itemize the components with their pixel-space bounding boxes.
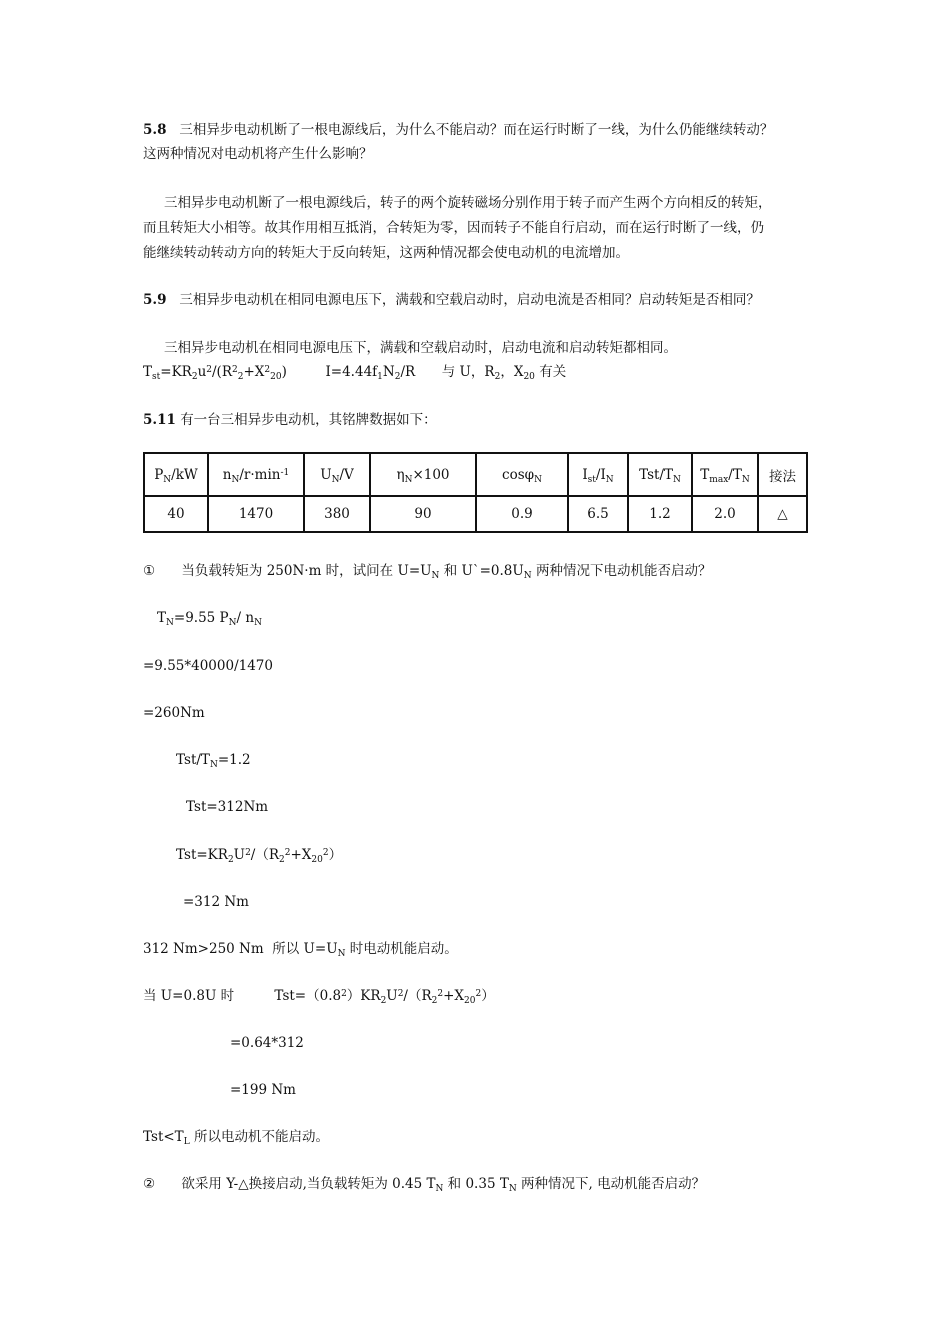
condition-label: 当 U=0.8U 时: [143, 988, 235, 1004]
circled-number-1: ①: [143, 563, 156, 579]
step-reduced-voltage: 当 U=0.8U 时 $Tst=(0.8^2)KR_2U^2/(R_2^2+X_{20}^2)$: [143, 988, 495, 1006]
question-number: 5.9: [143, 292, 167, 308]
header-cell: $T_{max}/T_N$: [692, 453, 758, 496]
question-text: 三相异步电动机在相同电源电压下，满载和空载启动时，启动电流是否相同？启动转矩是否相同？: [179, 292, 760, 308]
header-cell: $U_N/V$: [304, 453, 370, 496]
table-cell: 1470: [208, 496, 304, 532]
question-5-9: [143, 290, 760, 310]
header-cell: 接法: [758, 453, 807, 496]
formula-tst: $T_{st}=KR_2u^2/(R^2_2+X^2_{20})$: [143, 364, 287, 382]
table-row: [144, 496, 807, 532]
answer-5-8-line-1: 三相异步电动机断了一根电源线后，转子的两个旋转磁场分别作用于转子而产生两个方向相反的转矩，: [164, 195, 772, 211]
table-cell: △: [758, 496, 807, 532]
header-cell: $P_N/kW$: [144, 453, 208, 496]
header-cell: $I_{st}/I_N$: [568, 453, 628, 496]
step-tst: Tst=312Nm: [186, 799, 269, 815]
table-header-row: [144, 453, 807, 496]
nameplate-table: [143, 452, 808, 533]
step-tst-value: =312 Nm: [183, 894, 249, 910]
part-1-question: ① 当负载转矩为 250N·m 时，试问在 $U=U_N$ 和 $U`=0.8U_N$ 两种情况下电动机能否启动？: [143, 563, 712, 581]
step-result: =260Nm: [143, 705, 205, 721]
header-cell: $\eta_N\times 100$: [370, 453, 476, 496]
table-cell: 0.9: [476, 496, 568, 532]
circled-number-2: ②: [143, 1176, 156, 1192]
step-calc: =9.55*40000/1470: [143, 658, 273, 674]
question-5-8-line-2: 这两种情况对电动机将产生什么影响？: [143, 146, 373, 162]
formula-dependency: 与 U，$R_2$，$X_{20}$ 有关: [441, 364, 567, 382]
table-cell: 1.2: [628, 496, 692, 532]
formula-current: $I=4.44f_1N_2/R$: [325, 364, 416, 382]
step-conclusion-2: $Tst<T_L$ 所以电动机不能启动。: [143, 1129, 329, 1147]
question-5-11: [143, 410, 437, 430]
step-ratio: Tst/$T_N=1.2$: [176, 752, 251, 770]
question-text: 三相异步电动机断了一根电源线后，为什么不能启动？而在运行时断了一线，为什么仍能继续转动？: [179, 122, 774, 138]
formula-line-5-9: [143, 362, 566, 382]
answer-5-9: 三相异步电动机在相同电源电压下，满载和空载启动时，启动电流和启动转矩都相同。: [164, 340, 677, 356]
answer-5-8-line-2: 而且转矩大小相等。故其作用相互抵消，合转矩为零，因而转子不能自行启动，而在运行时断了一线，仍: [143, 220, 764, 236]
step-reduced-result: =199 Nm: [230, 1082, 296, 1098]
table-cell: 2.0: [692, 496, 758, 532]
step-rated-torque: $T_N=9.55$ $P_N/$ $n_N$: [157, 610, 262, 628]
step-reduced-calc: =0.64*312: [230, 1035, 304, 1051]
header-cell: $n_N/r\cdot\min^{-1}$: [208, 453, 304, 496]
question-number: 5.11: [143, 412, 176, 428]
part-2-question: ② 欲采用 Y-△换接启动,当负载转矩为 0.45 $T_N$ 和 0.35 $T_N$ 两种情况下, 电动机能否启动？: [143, 1176, 706, 1194]
question-5-8-line-1: [143, 120, 773, 140]
question-text: 有一台三相异步电动机，其铭牌数据如下：: [180, 412, 437, 428]
table-cell: 40: [144, 496, 208, 532]
step-conclusion-1: 312 Nm>250 Nm 所以 $U=U_N$ 时电动机能启动。: [143, 941, 458, 959]
header-cell: Tst/$T_N$: [628, 453, 692, 496]
table-cell: 380: [304, 496, 370, 532]
answer-5-8-line-3: 能继续转动转动方向的转矩大于反向转矩，这两种情况都会使电动机的电流增加。: [143, 245, 629, 261]
step-tst-formula: $Tst=KR_2U^2/(R_2^2+X_{20}^2)$: [176, 847, 343, 865]
header-cell: cosφ$_N$: [476, 453, 568, 496]
table-cell: 90: [370, 496, 476, 532]
table-cell: 6.5: [568, 496, 628, 532]
question-number: 5.8: [143, 122, 167, 138]
